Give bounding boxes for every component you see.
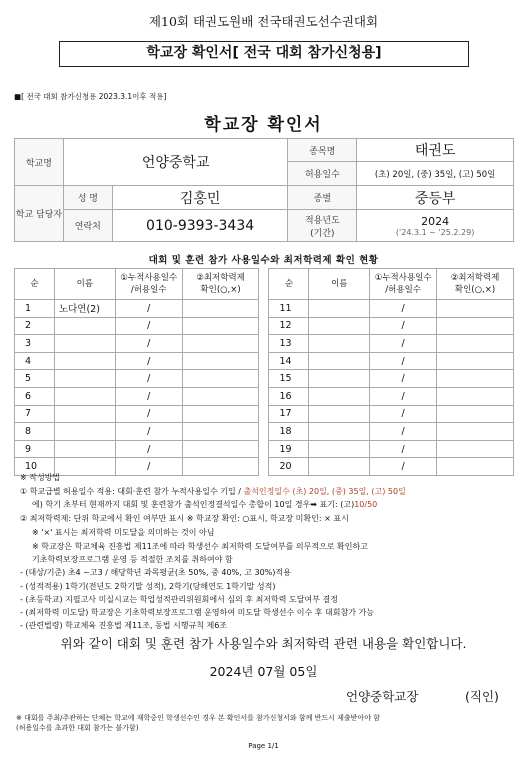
record-row — [15, 423, 514, 441]
record-days: / — [115, 352, 182, 370]
header-grade — [182, 269, 259, 300]
contact-label: 연락처 — [63, 210, 112, 242]
record-grade — [182, 387, 259, 405]
record-grade — [437, 317, 514, 335]
record-row — [15, 405, 514, 423]
header-grade-line1: ②최저학력제 — [196, 273, 245, 283]
contact-value: 010-9393-3434 — [112, 210, 288, 242]
record-grade — [182, 335, 259, 353]
note-8: - (초등학교) 지필고사 미실시교는 학업성적관리위원회에서 심의 후 최저학력 도달여부 결정 — [20, 595, 338, 604]
sport-label: 종목명 — [288, 139, 357, 162]
record-grade — [182, 370, 259, 388]
name-value: 김홍민 — [112, 186, 288, 210]
record-name — [309, 335, 370, 353]
record-name — [309, 440, 370, 458]
record-days: / — [370, 335, 437, 353]
record-row — [15, 387, 514, 405]
seal-label: (직인) — [465, 689, 499, 704]
record-no: 4 — [15, 352, 55, 370]
record-no: 15 — [269, 370, 309, 388]
header-days — [370, 269, 437, 300]
column-gap — [259, 335, 269, 353]
record-days: / — [115, 458, 182, 476]
record-name — [54, 317, 115, 335]
record-no: 10 — [15, 458, 55, 476]
record-days: / — [115, 423, 182, 441]
record-name — [309, 423, 370, 441]
record-grade — [437, 335, 514, 353]
header-no: 순 — [15, 269, 55, 300]
column-gap — [259, 405, 269, 423]
record-no: 17 — [269, 405, 309, 423]
note-9: - (최저학력 미도달) 학교장은 기초학력보장프로그램 운영하여 미도달 학생선수 이수 후 대회참가 가능 — [20, 608, 374, 617]
record-no: 5 — [15, 370, 55, 388]
name-label: 성 명 — [63, 186, 112, 210]
column-gap — [259, 300, 269, 318]
header-days-line2: /허용일수 — [385, 285, 421, 295]
record-no: 11 — [269, 300, 309, 318]
note-3: ※ '×' 표시는 최저학력 미도달을 의미하는 것이 아님 — [32, 528, 215, 537]
record-name — [54, 370, 115, 388]
column-gap — [259, 440, 269, 458]
record-header-row — [15, 269, 514, 300]
note-6: - (대상/기준) 초4 ~고3 / 해당학년 과목평균(초 50%, 중 40%, 고 30%)적용 — [20, 568, 291, 577]
record-name — [309, 352, 370, 370]
record-name — [309, 387, 370, 405]
header-no: 순 — [269, 269, 309, 300]
record-days: / — [115, 317, 182, 335]
allow-label: 허용일수 — [288, 162, 357, 186]
header-grade — [437, 269, 514, 300]
record-name — [54, 458, 115, 476]
main-title: 학교장 확인서 — [204, 115, 323, 135]
record-row — [15, 317, 514, 335]
record-no: 12 — [269, 317, 309, 335]
record-days: / — [370, 370, 437, 388]
allow-value: (초) 20일, (중) 35일, (고) 50일 — [357, 162, 514, 186]
header-days — [115, 269, 182, 300]
record-grade — [182, 352, 259, 370]
header-grade-line2: 확인(○,×) — [454, 285, 496, 295]
header-name: 이름 — [309, 269, 370, 300]
record-days: / — [115, 387, 182, 405]
record-grade — [182, 300, 259, 318]
record-name — [54, 352, 115, 370]
header-grade-line2: 확인(○,×) — [200, 285, 241, 295]
period-value: ('24.3.1 ~ '25.2.29) — [395, 227, 475, 237]
record-name: 노다연(2) — [54, 300, 115, 318]
record-grade — [182, 440, 259, 458]
record-no: 20 — [269, 458, 309, 476]
record-grade — [182, 423, 259, 441]
record-row — [15, 440, 514, 458]
record-grade — [437, 405, 514, 423]
confirm-text: 위와 같이 대회 및 훈련 참가 사용일수와 최저학력 관련 내용을 확인합니다. — [60, 636, 467, 651]
note-2: ② 최저학력제: 단위 학교에서 확인 여부만 표시 ※ 학교장 확인: ○표시, 학교장 미확인: × 표시 — [20, 514, 349, 523]
year-cell — [357, 210, 514, 242]
record-days: / — [115, 300, 182, 318]
note-1b — [20, 499, 377, 510]
notes-heading: ※ 작성방법 — [20, 473, 61, 482]
record-row — [15, 458, 514, 476]
record-grade — [437, 458, 514, 476]
record-no: 3 — [15, 335, 55, 353]
record-name — [54, 335, 115, 353]
column-gap — [259, 317, 269, 335]
year-value: 2024 — [421, 214, 450, 228]
manager-label: 학교 담당자 — [15, 186, 64, 242]
record-days: / — [115, 405, 182, 423]
record-no: 16 — [269, 387, 309, 405]
school-value: 언양중학교 — [63, 139, 288, 186]
record-grade — [437, 370, 514, 388]
event-title: 제10회 태권도원배 전국태권도선수권대회 — [148, 14, 379, 29]
header-days-line1: ①누적사용일수 — [120, 273, 178, 283]
record-grade — [437, 387, 514, 405]
record-days: / — [370, 387, 437, 405]
record-grade — [437, 440, 514, 458]
record-no: 9 — [15, 440, 55, 458]
document-title-box: 학교장 확인서[ 전국 대회 참가신청용] — [59, 41, 469, 67]
note-5: 기초학력보장프로그램 운영 등 적절한 조치를 취하여야 함 — [32, 555, 233, 564]
record-row — [15, 300, 514, 318]
record-no: 2 — [15, 317, 55, 335]
note-10: - (관련법령) 학교체육 진흥법 제11조, 동법 시행규칙 제6조 — [20, 621, 228, 630]
issue-date: 2024년 07월 05일 — [209, 664, 318, 679]
record-name — [54, 423, 115, 441]
record-grade — [182, 317, 259, 335]
column-gap — [259, 387, 269, 405]
note-1b-text: 에) 학기 초부터 현재까지 대회 및 훈련참가 출석인정결석일수 총합이 10일 경우➡ 표기: (고) — [32, 500, 355, 509]
record-days: / — [370, 440, 437, 458]
type-value: 중등부 — [357, 186, 514, 210]
school-label: 학교명 — [15, 139, 64, 186]
period-label: (기간) — [310, 228, 335, 239]
sport-value: 태권도 — [357, 139, 514, 162]
apply-note: ■[ 전국 대회 참가신청용 2023.3.1이후 적용] — [14, 92, 167, 101]
record-grade — [437, 352, 514, 370]
record-no: 7 — [15, 405, 55, 423]
record-days: / — [370, 300, 437, 318]
record-days: / — [370, 352, 437, 370]
record-days: / — [370, 405, 437, 423]
record-no: 18 — [269, 423, 309, 441]
record-title: 대회 및 훈련 참가 사용일수와 최저학력제 확인 현황 — [148, 255, 379, 266]
record-name — [309, 405, 370, 423]
record-no: 1 — [15, 300, 55, 318]
record-row — [15, 370, 514, 388]
record-grade — [182, 458, 259, 476]
record-no: 19 — [269, 440, 309, 458]
type-label: 종별 — [288, 186, 357, 210]
note-1a — [20, 486, 406, 497]
record-days: / — [115, 440, 182, 458]
note-4: ※ 학교장은 학교체육 진흥법 제11조에 따라 학생선수 최저학력 도달여부를 의무적으로 확인하고 — [32, 542, 368, 551]
header-days-line1: ①누적사용일수 — [374, 273, 432, 283]
record-grade — [437, 300, 514, 318]
record-grade — [437, 423, 514, 441]
record-table — [14, 268, 514, 476]
record-row — [15, 352, 514, 370]
column-gap — [259, 423, 269, 441]
note-7: - (성적적용) 1학기(전년도 2학기말 성적), 2학기(당해연도 1학기말 성적) — [20, 582, 276, 591]
header-grade-line1: ②최저학력제 — [450, 273, 500, 283]
record-name — [309, 300, 370, 318]
header-name: 이름 — [54, 269, 115, 300]
record-no: 13 — [269, 335, 309, 353]
column-gap — [259, 269, 269, 300]
note-1a-highlight: 출석인정일수 (초) 20일, (중) 35일, (고) 50일 — [243, 487, 406, 496]
record-days: / — [370, 458, 437, 476]
record-days: / — [115, 335, 182, 353]
note-1b-highlight: 10/50 — [354, 500, 378, 509]
record-row — [15, 335, 514, 353]
header-days-line2: /허용일수 — [130, 285, 167, 295]
footnote: ※ 대회를 주최/주관하는 단체는 학교에 재학중인 학생선수인 경우 본 확인서를 참가신청서와 함께 반드시 제출받아야 함 (허용일수를 초과한 대회 참가는 불가함) — [16, 714, 380, 732]
record-name — [54, 440, 115, 458]
record-grade — [182, 405, 259, 423]
record-name — [309, 370, 370, 388]
record-name — [309, 458, 370, 476]
record-no: 14 — [269, 352, 309, 370]
record-name — [309, 317, 370, 335]
column-gap — [259, 352, 269, 370]
record-no: 6 — [15, 387, 55, 405]
year-label: 적용년도 — [304, 215, 340, 226]
record-days: / — [370, 317, 437, 335]
record-no: 8 — [15, 423, 55, 441]
year-label-cell — [288, 210, 357, 242]
column-gap — [259, 458, 269, 476]
note-1a-text: ① 학교급별 허용일수 적용: 대회·훈련 참가 누적사용일수 기입 / — [20, 487, 244, 496]
record-name — [54, 405, 115, 423]
record-name — [54, 387, 115, 405]
signer-name: 언양중학교장 — [346, 689, 419, 704]
info-table — [14, 138, 514, 242]
column-gap — [259, 370, 269, 388]
page-number: Page 1/1 — [248, 742, 279, 750]
record-days: / — [115, 370, 182, 388]
record-days: / — [370, 423, 437, 441]
